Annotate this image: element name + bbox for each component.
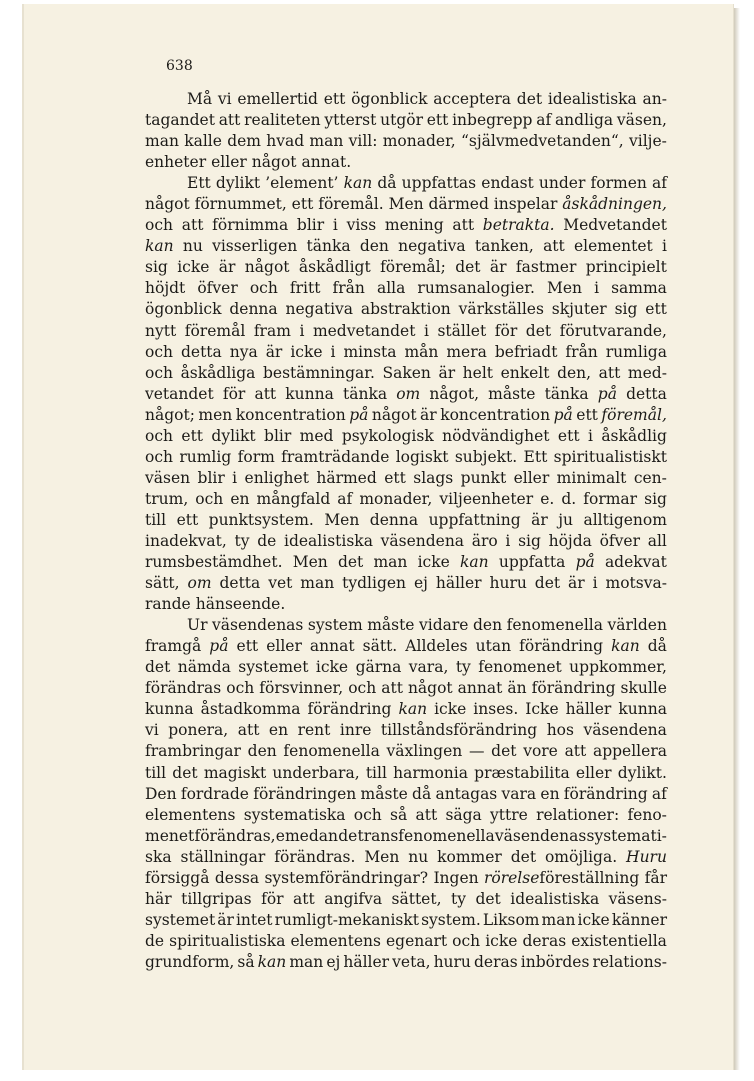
text-line: och rumlig form framträdande logiskt subjekt. Ett spiritualistiskt <box>145 447 667 466</box>
text-line: nytt föremål fram i medvetandet i stället för det förutvarande, <box>145 321 667 340</box>
text-line: elementens systematiska och så att säga yttre relationer: feno- <box>145 805 667 824</box>
text-line: och ett dylikt blir med psykologisk nödvändighet ett i åskådlig <box>145 426 667 445</box>
text-line: höjdt öfver och fritt från alla rumsanalogier. Men i samma <box>145 279 667 298</box>
text-line: och detta nya är icke i minsta mån mera befriadt från rumliga <box>145 342 667 361</box>
text-line: Må vi emellertid ett ögonblick acceptera det idealistiska an- <box>187 90 667 108</box>
text-line: här tillgripas för att angifva sättet, ty det idealistiska väsens- <box>145 889 667 908</box>
text-line: rande hänseende. <box>145 595 286 614</box>
text-line: enheter eller något annat. <box>145 153 352 172</box>
text-line: något förnummet, ett föremål. Men därmed inspelar åskådningen, <box>145 195 667 214</box>
text-line: förändras och försvinner, och att något annat än förändring skulle <box>145 679 667 698</box>
text-line: kunna åstadkomma förändring kan icke inses. Icke häller kunna <box>145 700 667 719</box>
text-line: trum, och en mångfald af monader, viljeenheter e. d. formar sig <box>145 489 667 508</box>
text-line: framgå på ett eller annat sätt. Alldeles utan förändring kan då <box>145 637 667 656</box>
text-line: sig icke är något åskådligt föremål; det är fastmer principielt <box>145 258 667 277</box>
text-line: tagandet att realiteten ytterst utgör ett inbegrepp af andliga väsen, <box>145 111 667 130</box>
text-line: Ur väsendenas system måste vidare den fenomenella världen <box>187 616 667 635</box>
text-line: rumsbestämdhet. Men det man icke kan uppfatta på adekvat <box>145 553 667 572</box>
text-line: något; men koncentration på något är koncentration på ett föremål, <box>145 405 667 424</box>
text-line: Ett dylikt ’element’ kan då uppfattas endast under formen af <box>187 174 667 193</box>
text-line: inadekvat, ty de idealistiska väsendena äro i sig höjda öfver all <box>145 531 667 550</box>
text-line: till ett punktsystem. Men denna uppfattning är ju alltigenom <box>145 510 667 529</box>
text-line: grundform, så kan man ej häller veta, huru deras inbördes relations- <box>145 952 667 971</box>
text-line: menet förändras, emedan de transfenomenella väsendenas systemati- <box>145 826 667 845</box>
text-line: och att förnimma blir i viss mening att betrakta. Medvetandet <box>145 216 667 235</box>
text-line: försiggå dessa systemförändringar? Ingen rörelseföreställning får <box>145 868 667 887</box>
text-line: det nämda systemet icke gärna vara, ty fenomenet uppkommer, <box>145 658 667 677</box>
text-line: de spiritualistiska elementens egenart och icke deras existentiella <box>145 931 667 950</box>
text-line: ska ställningar förändras. Men nu kommer det omöjliga. Huru <box>145 847 667 866</box>
text-line: vetandet för att kunna tänka om något, måste tänka på detta <box>145 384 667 403</box>
text-line: man kalle dem hvad man vill: monader, “självmedvetanden“, vilje- <box>145 132 667 151</box>
text-line: vi ponera, att en rent inre tillståndsförändring hos väsendena <box>145 721 667 740</box>
text-line: systemet är intet rumligt-mekaniskt system. Liksom man icke känner <box>145 910 667 929</box>
text-line: väsen blir i enlighet härmed ett slags punkt eller minimalt cen- <box>145 468 667 487</box>
text-line: sätt, om detta vet man tydligen ej häller huru det är i motsva- <box>145 574 667 593</box>
text-line: och åskådliga bestämningar. Saken är helt enkelt den, att med- <box>145 363 667 382</box>
text-line: frambringar den fenomenella växlingen — det vore att appellera <box>145 742 667 761</box>
page-edge-shadow <box>734 8 740 1070</box>
page-number: 638 <box>166 58 193 74</box>
text-line: Den fordrade förändringen måste då antagas vara en förändring af <box>145 784 667 803</box>
body-text <box>145 89 667 973</box>
text-line: kan nu visserligen tänka den negativa tanken, att elementet i <box>145 237 667 256</box>
text-line: ögonblick denna negativa abstraktion värkställes skjuter sig ett <box>145 300 667 319</box>
text-line: till det magiskt underbara, till harmonia præstabilita eller dylikt. <box>145 763 667 782</box>
